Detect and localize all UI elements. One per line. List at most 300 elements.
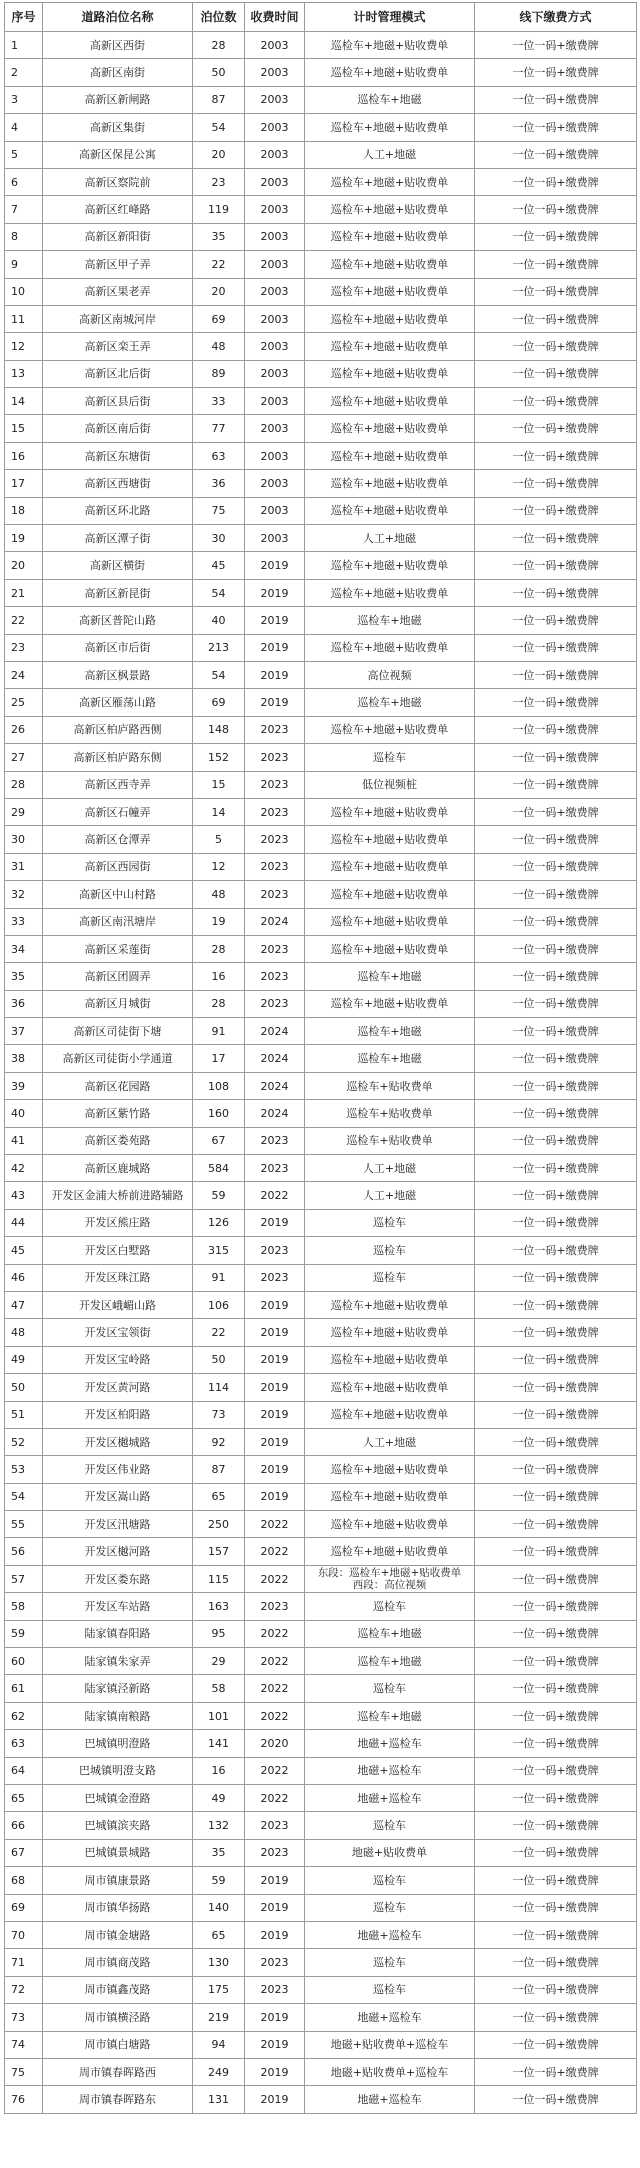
cell-charge-time: 2003: [245, 114, 305, 141]
cell-payment-method: 一位一码+缴费牌: [475, 2058, 637, 2085]
cell-spaces: 163: [193, 1593, 245, 1620]
cell-charge-time: 2024: [245, 908, 305, 935]
cell-management-mode: 巡检车: [305, 1264, 475, 1291]
cell-charge-time: 2019: [245, 607, 305, 634]
cell-index: 63: [5, 1730, 43, 1757]
cell-spaces: 20: [193, 278, 245, 305]
table-row: [5, 2058, 637, 2085]
cell-road-name: 高新区娄苑路: [43, 1127, 193, 1154]
table-row: [5, 470, 637, 497]
table-row: [5, 1072, 637, 1099]
cell-road-name: 巴城镇明澄路: [43, 1730, 193, 1757]
cell-charge-time: 2023: [245, 1949, 305, 1976]
table-row: [5, 963, 637, 990]
cell-road-name: 巴城镇明澄支路: [43, 1757, 193, 1784]
cell-index: 53: [5, 1456, 43, 1483]
cell-spaces: 175: [193, 1976, 245, 2003]
cell-spaces: 45: [193, 552, 245, 579]
cell-management-mode: 地磁+贴收费单+巡检车: [305, 2031, 475, 2058]
cell-road-name: 开发区珠江路: [43, 1264, 193, 1291]
table-row: [5, 1949, 637, 1976]
table-row: [5, 634, 637, 661]
cell-spaces: 40: [193, 607, 245, 634]
cell-charge-time: 2022: [245, 1538, 305, 1565]
cell-payment-method: 一位一码+缴费牌: [475, 1401, 637, 1428]
cell-spaces: 33: [193, 388, 245, 415]
table-row: [5, 1702, 637, 1729]
cell-spaces: 75: [193, 497, 245, 524]
cell-charge-time: 2020: [245, 1730, 305, 1757]
table-row: [5, 59, 637, 86]
cell-management-mode: 地磁+巡检车: [305, 1785, 475, 1812]
cell-payment-method: 一位一码+缴费牌: [475, 744, 637, 771]
table-row: [5, 196, 637, 223]
cell-payment-method: 一位一码+缴费牌: [475, 1319, 637, 1346]
cell-payment-method: 一位一码+缴费牌: [475, 1291, 637, 1318]
cell-management-mode: 巡检车+地磁+贴收费单: [305, 305, 475, 332]
table-row: [5, 251, 637, 278]
table-row: [5, 1264, 637, 1291]
cell-road-name: 高新区横街: [43, 552, 193, 579]
cell-spaces: 69: [193, 305, 245, 332]
table-row: [5, 1757, 637, 1784]
cell-index: 69: [5, 1894, 43, 1921]
cell-management-mode: 巡检车+地磁+贴收费单: [305, 442, 475, 469]
cell-charge-time: 2019: [245, 2086, 305, 2113]
cell-charge-time: 2019: [245, 1291, 305, 1318]
cell-charge-time: 2019: [245, 552, 305, 579]
cell-payment-method: 一位一码+缴费牌: [475, 1182, 637, 1209]
table-row: [5, 1127, 637, 1154]
cell-charge-time: 2023: [245, 963, 305, 990]
cell-index: 54: [5, 1483, 43, 1510]
cell-spaces: 5: [193, 826, 245, 853]
cell-charge-time: 2003: [245, 251, 305, 278]
cell-spaces: 92: [193, 1428, 245, 1455]
cell-payment-method: 一位一码+缴费牌: [475, 1045, 637, 1072]
cell-charge-time: 2023: [245, 1155, 305, 1182]
cell-index: 13: [5, 360, 43, 387]
table-row: [5, 2031, 637, 2058]
cell-road-name: 高新区普陀山路: [43, 607, 193, 634]
cell-index: 75: [5, 2058, 43, 2085]
cell-management-mode: 巡检车+地磁: [305, 86, 475, 113]
cell-road-name: 高新区集街: [43, 114, 193, 141]
cell-spaces: 30: [193, 525, 245, 552]
cell-spaces: 59: [193, 1182, 245, 1209]
cell-payment-method: 一位一码+缴费牌: [475, 333, 637, 360]
table-body: [5, 32, 637, 2114]
cell-spaces: 250: [193, 1511, 245, 1538]
cell-management-mode: 巡检车+地磁+贴收费单: [305, 1511, 475, 1538]
cell-payment-method: 一位一码+缴费牌: [475, 826, 637, 853]
table-row: [5, 1648, 637, 1675]
cell-index: 33: [5, 908, 43, 935]
cell-road-name: 周市镇华扬路: [43, 1894, 193, 1921]
cell-charge-time: 2003: [245, 305, 305, 332]
cell-management-mode: 巡检车+地磁+贴收费单: [305, 1346, 475, 1373]
table-row: [5, 1045, 637, 1072]
cell-spaces: 87: [193, 86, 245, 113]
cell-index: 35: [5, 963, 43, 990]
table-row: [5, 661, 637, 688]
cell-road-name: 高新区西园街: [43, 853, 193, 880]
cell-road-name: 高新区仓潭弄: [43, 826, 193, 853]
cell-index: 18: [5, 497, 43, 524]
cell-charge-time: 2023: [245, 1839, 305, 1866]
cell-index: 3: [5, 86, 43, 113]
cell-charge-time: 2023: [245, 935, 305, 962]
cell-index: 23: [5, 634, 43, 661]
table-row: [5, 1839, 637, 1866]
cell-spaces: 49: [193, 1785, 245, 1812]
cell-road-name: 高新区栾王弄: [43, 333, 193, 360]
table-row: [5, 1237, 637, 1264]
cell-charge-time: 2023: [245, 798, 305, 825]
cell-index: 22: [5, 607, 43, 634]
cell-charge-time: 2022: [245, 1620, 305, 1647]
cell-management-mode: 巡检车+地磁+贴收费单: [305, 853, 475, 880]
cell-index: 1: [5, 32, 43, 59]
cell-charge-time: 2023: [245, 744, 305, 771]
table-row: [5, 853, 637, 880]
cell-spaces: 35: [193, 1839, 245, 1866]
cell-charge-time: 2003: [245, 470, 305, 497]
cell-index: 9: [5, 251, 43, 278]
cell-charge-time: 2024: [245, 1018, 305, 1045]
cell-spaces: 87: [193, 1456, 245, 1483]
cell-management-mode: 巡检车+地磁+贴收费单: [305, 716, 475, 743]
cell-charge-time: 2003: [245, 86, 305, 113]
cell-road-name: 开发区金浦大桥前进路辅路: [43, 1182, 193, 1209]
cell-payment-method: 一位一码+缴费牌: [475, 470, 637, 497]
cell-index: 60: [5, 1648, 43, 1675]
cell-payment-method: 一位一码+缴费牌: [475, 1593, 637, 1620]
cell-index: 28: [5, 771, 43, 798]
cell-management-mode: 巡检车+地磁+贴收费单: [305, 278, 475, 305]
cell-road-name: 开发区峨嵋山路: [43, 1291, 193, 1318]
cell-payment-method: 一位一码+缴费牌: [475, 114, 637, 141]
cell-road-name: 高新区东塘街: [43, 442, 193, 469]
cell-management-mode: 地磁+巡检车: [305, 2086, 475, 2113]
cell-payment-method: 一位一码+缴费牌: [475, 141, 637, 168]
cell-payment-method: 一位一码+缴费牌: [475, 579, 637, 606]
cell-index: 32: [5, 881, 43, 908]
cell-road-name: 高新区花园路: [43, 1072, 193, 1099]
cell-charge-time: 2022: [245, 1675, 305, 1702]
cell-index: 25: [5, 689, 43, 716]
cell-payment-method: 一位一码+缴费牌: [475, 1155, 637, 1182]
cell-spaces: 140: [193, 1894, 245, 1921]
cell-spaces: 36: [193, 470, 245, 497]
cell-payment-method: 一位一码+缴费牌: [475, 1839, 637, 1866]
cell-spaces: 152: [193, 744, 245, 771]
cell-index: 72: [5, 1976, 43, 2003]
cell-management-mode: 巡检车+地磁+贴收费单: [305, 333, 475, 360]
cell-spaces: 115: [193, 1565, 245, 1592]
cell-index: 24: [5, 661, 43, 688]
cell-index: 8: [5, 223, 43, 250]
cell-charge-time: 2019: [245, 2031, 305, 2058]
cell-payment-method: 一位一码+缴费牌: [475, 1346, 637, 1373]
cell-charge-time: 2024: [245, 1045, 305, 1072]
cell-charge-time: 2022: [245, 1182, 305, 1209]
cell-charge-time: 2019: [245, 1867, 305, 1894]
cell-spaces: 35: [193, 223, 245, 250]
cell-charge-time: 2019: [245, 1456, 305, 1483]
cell-spaces: 77: [193, 415, 245, 442]
cell-road-name: 巴城镇滨夹路: [43, 1812, 193, 1839]
table-row: [5, 1182, 637, 1209]
cell-charge-time: 2023: [245, 881, 305, 908]
cell-management-mode: 巡检车+地磁+贴收费单: [305, 990, 475, 1017]
cell-charge-time: 2003: [245, 388, 305, 415]
table-row: [5, 360, 637, 387]
cell-index: 39: [5, 1072, 43, 1099]
cell-road-name: 陆家镇春阳路: [43, 1620, 193, 1647]
cell-road-name: 周市镇康景路: [43, 1867, 193, 1894]
cell-spaces: 14: [193, 798, 245, 825]
cell-spaces: 148: [193, 716, 245, 743]
cell-payment-method: 一位一码+缴费牌: [475, 59, 637, 86]
cell-spaces: 28: [193, 32, 245, 59]
cell-management-mode: 巡检车+地磁+贴收费单: [305, 1483, 475, 1510]
cell-spaces: 106: [193, 1291, 245, 1318]
cell-road-name: 高新区县后街: [43, 388, 193, 415]
cell-management-mode: 巡检车+地磁+贴收费单: [305, 360, 475, 387]
cell-spaces: 54: [193, 114, 245, 141]
cell-index: 51: [5, 1401, 43, 1428]
cell-index: 67: [5, 1839, 43, 1866]
cell-spaces: 89: [193, 360, 245, 387]
cell-spaces: 48: [193, 881, 245, 908]
table-row: [5, 1018, 637, 1045]
table-row: [5, 114, 637, 141]
cell-road-name: 高新区市后街: [43, 634, 193, 661]
cell-index: 50: [5, 1374, 43, 1401]
cell-management-mode: 巡检车+地磁: [305, 963, 475, 990]
cell-road-name: 开发区熊庄路: [43, 1209, 193, 1236]
cell-index: 45: [5, 1237, 43, 1264]
cell-payment-method: 一位一码+缴费牌: [475, 881, 637, 908]
cell-management-mode: 人工+地磁: [305, 1428, 475, 1455]
cell-index: 37: [5, 1018, 43, 1045]
table-row: [5, 1209, 637, 1236]
table-row: [5, 771, 637, 798]
cell-management-mode: 巡检车: [305, 1593, 475, 1620]
cell-index: 73: [5, 2004, 43, 2031]
cell-management-mode: 巡检车+地磁+贴收费单: [305, 798, 475, 825]
cell-index: 42: [5, 1155, 43, 1182]
cell-index: 26: [5, 716, 43, 743]
cell-charge-time: 2003: [245, 497, 305, 524]
cell-index: 47: [5, 1291, 43, 1318]
cell-management-mode: 巡检车+地磁+贴收费单: [305, 935, 475, 962]
cell-charge-time: 2022: [245, 1785, 305, 1812]
cell-charge-time: 2003: [245, 333, 305, 360]
cell-index: 76: [5, 2086, 43, 2113]
cell-index: 31: [5, 853, 43, 880]
cell-index: 38: [5, 1045, 43, 1072]
cell-spaces: 584: [193, 1155, 245, 1182]
header-index: 序号: [5, 3, 43, 32]
cell-spaces: 29: [193, 1648, 245, 1675]
cell-index: 41: [5, 1127, 43, 1154]
cell-management-mode: 地磁+巡检车: [305, 1921, 475, 1948]
cell-management-mode: 巡检车+地磁+贴收费单: [305, 1538, 475, 1565]
cell-payment-method: 一位一码+缴费牌: [475, 32, 637, 59]
table-row: [5, 278, 637, 305]
cell-payment-method: 一位一码+缴费牌: [475, 1675, 637, 1702]
cell-charge-time: 2023: [245, 990, 305, 1017]
cell-road-name: 高新区石幢弄: [43, 798, 193, 825]
cell-management-mode: 巡检车+地磁: [305, 1620, 475, 1647]
cell-payment-method: 一位一码+缴费牌: [475, 1018, 637, 1045]
cell-index: 30: [5, 826, 43, 853]
table-row: [5, 1565, 637, 1592]
cell-index: 7: [5, 196, 43, 223]
table-row: [5, 333, 637, 360]
cell-payment-method: 一位一码+缴费牌: [475, 1702, 637, 1729]
cell-payment-method: 一位一码+缴费牌: [475, 1538, 637, 1565]
cell-management-mode: 地磁+贴收费单+巡检车: [305, 2058, 475, 2085]
cell-road-name: 高新区潭子街: [43, 525, 193, 552]
cell-payment-method: 一位一码+缴费牌: [475, 963, 637, 990]
cell-index: 65: [5, 1785, 43, 1812]
cell-payment-method: 一位一码+缴费牌: [475, 853, 637, 880]
cell-payment-method: 一位一码+缴费牌: [475, 1976, 637, 2003]
cell-charge-time: 2003: [245, 525, 305, 552]
cell-index: 40: [5, 1100, 43, 1127]
cell-road-name: 开发区伟业路: [43, 1456, 193, 1483]
cell-charge-time: 2023: [245, 1593, 305, 1620]
cell-payment-method: 一位一码+缴费牌: [475, 415, 637, 442]
cell-spaces: 28: [193, 990, 245, 1017]
cell-payment-method: 一位一码+缴费牌: [475, 223, 637, 250]
header-payment-method: 线下缴费方式: [475, 3, 637, 32]
cell-road-name: 高新区西塘街: [43, 470, 193, 497]
cell-charge-time: 2019: [245, 634, 305, 661]
cell-charge-time: 2022: [245, 1511, 305, 1538]
cell-spaces: 131: [193, 2086, 245, 2113]
cell-payment-method: 一位一码+缴费牌: [475, 2086, 637, 2113]
cell-payment-method: 一位一码+缴费牌: [475, 196, 637, 223]
cell-management-mode: 巡检车+地磁: [305, 1648, 475, 1675]
cell-payment-method: 一位一码+缴费牌: [475, 1127, 637, 1154]
table-row: [5, 990, 637, 1017]
cell-spaces: 141: [193, 1730, 245, 1757]
cell-payment-method: 一位一码+缴费牌: [475, 716, 637, 743]
cell-management-mode: 巡检车+地磁+贴收费单: [305, 1291, 475, 1318]
cell-index: 11: [5, 305, 43, 332]
cell-management-mode: 巡检车+地磁+贴收费单: [305, 59, 475, 86]
cell-management-mode: 巡检车: [305, 1812, 475, 1839]
cell-road-name: 高新区南城河岸: [43, 305, 193, 332]
header-road-name: 道路泊位名称: [43, 3, 193, 32]
cell-payment-method: 一位一码+缴费牌: [475, 798, 637, 825]
cell-index: 6: [5, 168, 43, 195]
cell-payment-method: 一位一码+缴费牌: [475, 771, 637, 798]
table-row: [5, 552, 637, 579]
cell-spaces: 130: [193, 1949, 245, 1976]
cell-charge-time: 2003: [245, 223, 305, 250]
cell-management-mode: 巡检车+地磁+贴收费单: [305, 881, 475, 908]
cell-spaces: 119: [193, 196, 245, 223]
table-row: [5, 1511, 637, 1538]
cell-spaces: 16: [193, 963, 245, 990]
cell-road-name: 高新区新闸路: [43, 86, 193, 113]
cell-spaces: 249: [193, 2058, 245, 2085]
cell-index: 20: [5, 552, 43, 579]
cell-management-mode: 东段：巡检车+地磁+贴收费单 西段：高位视频: [305, 1565, 475, 1592]
table-row: [5, 442, 637, 469]
header-management-mode: 计时管理模式: [305, 3, 475, 32]
cell-payment-method: 一位一码+缴费牌: [475, 1894, 637, 1921]
cell-management-mode: 巡检车: [305, 1976, 475, 2003]
table-row: [5, 1456, 637, 1483]
table-row: [5, 1401, 637, 1428]
cell-spaces: 58: [193, 1675, 245, 1702]
cell-payment-method: 一位一码+缴费牌: [475, 1785, 637, 1812]
cell-spaces: 23: [193, 168, 245, 195]
table-row: [5, 1483, 637, 1510]
table-row: [5, 1100, 637, 1127]
cell-index: 46: [5, 1264, 43, 1291]
cell-charge-time: 2019: [245, 661, 305, 688]
cell-spaces: 28: [193, 935, 245, 962]
cell-spaces: 69: [193, 689, 245, 716]
cell-payment-method: 一位一码+缴费牌: [475, 1620, 637, 1647]
cell-management-mode: 高位视频: [305, 661, 475, 688]
table-row: [5, 1812, 637, 1839]
cell-charge-time: 2022: [245, 1702, 305, 1729]
cell-spaces: 15: [193, 771, 245, 798]
cell-index: 68: [5, 1867, 43, 1894]
cell-management-mode: 巡检车+地磁+贴收费单: [305, 251, 475, 278]
table-row: [5, 716, 637, 743]
cell-payment-method: 一位一码+缴费牌: [475, 1921, 637, 1948]
cell-charge-time: 2019: [245, 579, 305, 606]
cell-payment-method: 一位一码+缴费牌: [475, 1812, 637, 1839]
cell-road-name: 开发区嵩山路: [43, 1483, 193, 1510]
table-row: [5, 579, 637, 606]
cell-charge-time: 2019: [245, 689, 305, 716]
cell-charge-time: 2019: [245, 1209, 305, 1236]
header-row: [5, 3, 637, 32]
table-row: [5, 223, 637, 250]
cell-road-name: 周市镇金塘路: [43, 1921, 193, 1948]
cell-index: 55: [5, 1511, 43, 1538]
header-spaces: 泊位数: [193, 3, 245, 32]
cell-index: 2: [5, 59, 43, 86]
cell-road-name: 巴城镇景城路: [43, 1839, 193, 1866]
table-row: [5, 2086, 637, 2113]
table-row: [5, 388, 637, 415]
cell-road-name: 开发区娄东路: [43, 1565, 193, 1592]
cell-charge-time: 2022: [245, 1565, 305, 1592]
cell-charge-time: 2023: [245, 1812, 305, 1839]
cell-payment-method: 一位一码+缴费牌: [475, 689, 637, 716]
cell-management-mode: 巡检车+地磁+贴收费单: [305, 470, 475, 497]
cell-payment-method: 一位一码+缴费牌: [475, 1100, 637, 1127]
cell-index: 10: [5, 278, 43, 305]
table-row: [5, 1538, 637, 1565]
cell-index: 29: [5, 798, 43, 825]
cell-spaces: 91: [193, 1264, 245, 1291]
cell-road-name: 高新区柏庐路东侧: [43, 744, 193, 771]
cell-management-mode: 巡检车+地磁+贴收费单: [305, 579, 475, 606]
cell-road-name: 高新区新昆街: [43, 579, 193, 606]
